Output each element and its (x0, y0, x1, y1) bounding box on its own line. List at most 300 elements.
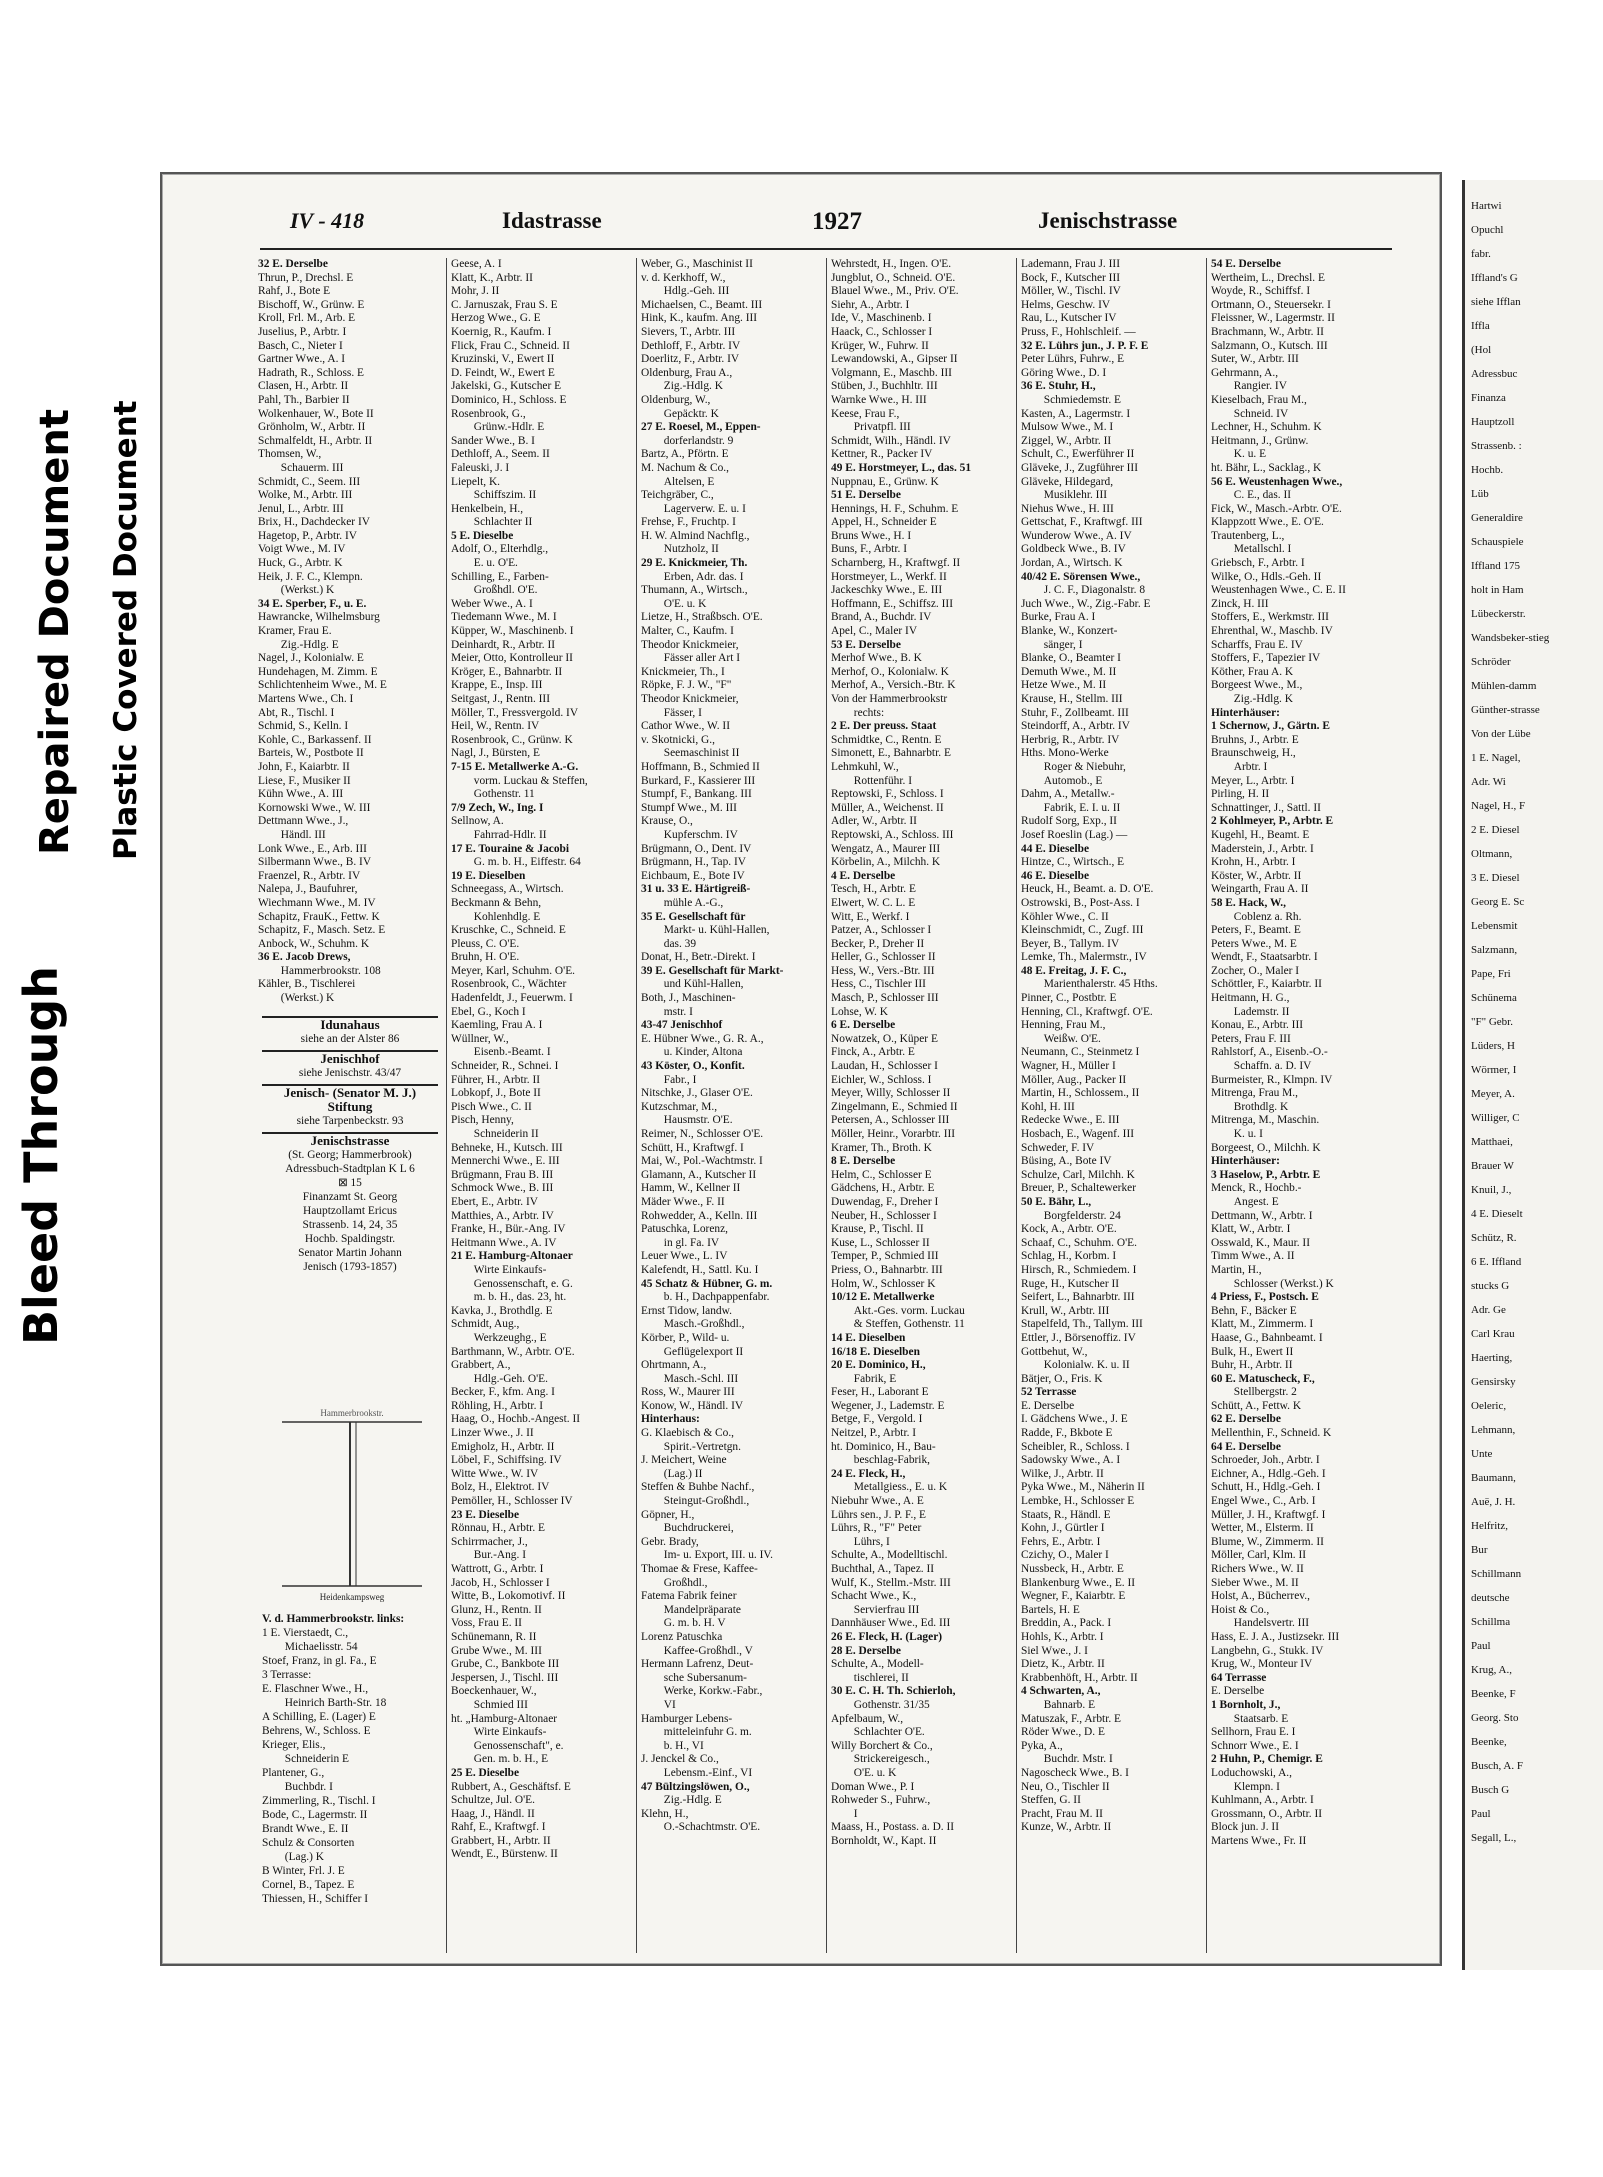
directory-entry: sänger, I (1021, 638, 1083, 651)
idunahaus-entry (262, 1016, 438, 1274)
directory-entry: Großhdl., (641, 1576, 708, 1589)
directory-entry: Braunschweig, H., (1211, 747, 1296, 760)
adjacent-page-text: Schillmann (1471, 1568, 1522, 1580)
directory-entry: Scheibler, R., Schloss. I (1021, 1440, 1130, 1453)
directory-entry: Schweder, F. IV (1021, 1141, 1095, 1154)
directory-entry: 3 Haselow, P., Arbtr. E (1211, 1168, 1321, 1181)
directory-entry: Metallgiess., E. u. K (831, 1481, 948, 1494)
directory-entry: Staatsarb. E (1211, 1712, 1289, 1725)
directory-entry: H. W. Almind Nachflg., (641, 529, 750, 542)
directory-entry: Bätjer, O., Fris. K (1021, 1372, 1103, 1385)
left_boxes.hammer_lines-line: Brandt Wwe., E. II (262, 1823, 349, 1835)
jenischhof-title: Jenischhof (320, 1051, 380, 1066)
directory-entry: 7-15 E. Metallwerke A.-G. (451, 760, 579, 773)
directory-entry: 43 Köster, O., Konfit. (641, 1060, 745, 1073)
directory-entry: Pyka, A., (1021, 1739, 1063, 1752)
directory-entry: (Werkst.) K (258, 992, 335, 1005)
adjacent-page-text: Schünema (1471, 992, 1517, 1004)
directory-entry: Hths. Mono-Werke (1021, 747, 1109, 760)
directory-entry: Jenul, L., Arbtr. III (258, 502, 344, 515)
directory-entry: Gothenstr. 11 (451, 788, 535, 801)
directory-entry: Hundehagen, M. Zimm. E (258, 665, 378, 678)
directory-entry: Klappzott Wwe., E. O'E. (1211, 516, 1324, 529)
directory-entry: Schlag, H., Korbm. I (1021, 1250, 1117, 1263)
directory-entry: (Werkst.) K (258, 584, 335, 597)
directory-entry: Juselius, P., Arbtr. I (258, 325, 347, 338)
directory-entry: Schöttler, F., Kaiarbtr. II (1211, 978, 1322, 991)
directory-entry: VI (641, 1698, 676, 1711)
directory-entry: Lührs, I (831, 1535, 890, 1548)
directory-entry: Woyde, R., Schiffsf. I (1211, 285, 1311, 298)
directory-entry: Zig.-Hdlg. E (641, 1794, 722, 1807)
directory-entry: M. Nachum & Co., (641, 461, 729, 474)
directory-entry: 47 Bültzingslöwen, O., (641, 1780, 750, 1793)
directory-entry: 4 Schwarten, A., (1021, 1685, 1101, 1698)
left_boxes.hammer_lines-line: Stoef, Franz, in gl. Fa., E (262, 1655, 377, 1667)
directory-entry: Markt- u. Kühl-Hallen, (641, 924, 770, 937)
directory-entry: Masch.-Schl. III (641, 1372, 739, 1385)
directory-entry: Gehrmann, A., (1211, 366, 1279, 379)
directory-entry: Schlachter II (451, 516, 533, 529)
directory-entry: 4 E. Derselbe (831, 869, 896, 882)
directory-entry: Keese, Frau F., (831, 407, 900, 420)
directory-entry: Michaelsen, C., Beamt. III (641, 298, 763, 311)
directory-entry: Kleinschmidt, C., Zugf. III (1021, 924, 1144, 937)
directory-entry: 39 E. Gesellschaft für Markt- (641, 964, 784, 977)
directory-entry: Schnorr Wwe., E. I (1211, 1739, 1299, 1752)
adjacent-page-text: Segall, L., (1471, 1832, 1517, 1844)
adjacent-page-text: Knuil, J., (1471, 1184, 1512, 1196)
directory-entry: Möller, Carl, Klm. II (1211, 1549, 1307, 1562)
directory-entry: das. 39 (641, 937, 697, 950)
directory-entry: Buhr, H., Arbtr. II (1211, 1359, 1293, 1372)
directory-entry: Voss, Frau E. II (451, 1617, 522, 1630)
adjacent-page-text: Iffland's G (1471, 272, 1518, 284)
directory-entry: Schlichtenheim Wwe., M. E (258, 679, 387, 692)
directory-entry: Krause, O., (641, 815, 693, 828)
directory-entry: Schiffszim. II (451, 489, 537, 502)
directory-entry: Willy Borchert & Co., (831, 1739, 933, 1752)
left_boxes.street_lines-line: Senator Martin Johann (298, 1247, 402, 1259)
adjacent-page-text: Auë, J. H. (1471, 1496, 1516, 1508)
directory-entry: Stapelfeld, Th., Tallym. III (1021, 1318, 1143, 1331)
directory-entry: Griebsch, F., Arbtr. I (1211, 557, 1305, 570)
directory-entry: 21 E. Hamburg-Altonaer (451, 1250, 573, 1263)
directory-entry: Strickereigesch., (831, 1753, 930, 1766)
directory-entry: Fabr., I (641, 1073, 697, 1086)
directory-entry: Appel, H., Schneider E (831, 516, 937, 529)
directory-entry: 28 E. Derselbe (831, 1644, 901, 1657)
directory-entry: Finck, A., Arbtr. E (831, 1046, 915, 1059)
directory-entry: Hadenfeldt, J., Feuerwm. I (451, 992, 573, 1005)
adjacent-page-text: Meyer, A. (1471, 1088, 1515, 1100)
directory-entry: Bruhns, J., Arbtr. E (1211, 733, 1299, 746)
adjacent-page-text: Wandsbeker-stieg (1471, 632, 1550, 644)
directory-entry: Kornowski Wwe., W. III (258, 801, 371, 814)
directory-entry: Liese, F., Musiker II (258, 774, 351, 787)
directory-entry: 5 E. Dieselbe (451, 529, 514, 542)
directory-entry: Borgeest Wwe., M., (1211, 679, 1303, 692)
left_boxes.hammer_lines-line: Michaelisstr. 54 (262, 1641, 358, 1653)
adjacent-page-text: Hauptzoll (1471, 416, 1515, 428)
directory-column-2 (446, 258, 637, 1953)
adjacent-page-text: Finanza (1471, 392, 1506, 404)
directory-entry: 19 E. Dieselben (451, 869, 526, 882)
directory-entry: Eisenb.-Beamt. I (451, 1046, 551, 1059)
directory-entry: Klehn, H., (641, 1807, 689, 1820)
directory-entry: Röder Wwe., D. E (1021, 1726, 1105, 1739)
directory-entry: Herbrig, R., Arbtr. IV (1021, 733, 1120, 746)
directory-entry: Kruschke, C., Schneid. E (451, 924, 566, 937)
directory-entry: Zingelmann, E., Schmied II (831, 1100, 958, 1113)
directory-entry: Schütt, H., Kraftwgf. I (641, 1141, 744, 1154)
directory-entry: Fahrrad-Hdlr. II (451, 828, 547, 841)
directory-entry: 40/42 E. Sörensen Wwe., (1021, 570, 1141, 583)
directory-entry: Hirsch, R., Schmiedem. I (1021, 1263, 1137, 1276)
directory-entry: E. Hübner Wwe., G. R. A., (641, 1032, 764, 1045)
directory-entry: Gädchens, H., Arbtr. E (831, 1182, 935, 1195)
directory-entry: Mandelpräparate (641, 1603, 741, 1616)
adjacent-page-text: siehe Ifflan (1471, 296, 1521, 308)
directory-entry: 16/18 E. Dieselben (831, 1345, 920, 1358)
directory-entry: Hamburger Lebens- (641, 1712, 733, 1725)
directory-entry: 7/9 Zech, W., Ing. I (451, 801, 544, 814)
directory-entry: Kröger, E., Bahnarbtr. II (451, 665, 563, 678)
adjacent-page-text: Adr. Wi (1471, 776, 1506, 788)
directory-entry: Hagetop, P., Arbtr. IV (258, 529, 358, 542)
directory-entry: Franke, H., Bür.-Ang. IV (451, 1223, 566, 1236)
directory-entry: Simonett, E., Bahnarbtr. E (831, 747, 951, 760)
directory-entry: Akt.-Ges. vorm. Luckau (831, 1304, 965, 1317)
directory-entry: Sievers, T., Arbtr. III (641, 325, 736, 338)
directory-entry: Lademann, Frau J. III (1021, 258, 1121, 270)
directory-entry: Wendt, F., Staatsarbtr. I (1211, 951, 1318, 964)
directory-entry: Hdlg.-Geh. III (641, 285, 730, 298)
directory-entry: Witt, E., Werkf. I (831, 910, 910, 923)
directory-entry: Kupferschm. IV (641, 828, 738, 841)
adjacent-page-text: Gensirsky (1471, 1376, 1516, 1388)
directory-entry: Wegner, F., Kaiarbtr. E (1021, 1590, 1126, 1603)
adjacent-page-text: Helfritz, (1471, 1520, 1508, 1532)
directory-entry: Schneider, R., Schnei. I (451, 1060, 559, 1073)
directory-entry: Zig.-Hdlg. K (1211, 693, 1293, 705)
directory-entry: 44 E. Dieselbe (1021, 842, 1090, 855)
directory-entry: Köster, W., Arbtr. II (1211, 869, 1302, 882)
directory-entry: Schlachter O'E. (831, 1726, 925, 1739)
directory-column-4 (826, 258, 1017, 1953)
directory-entry: m. b. H., das. 23, ht. (451, 1291, 567, 1304)
directory-entry: 17 E. Touraine & Jacobi (451, 842, 570, 855)
directory-entry: 30 E. C. H. Th. Schierloh, (831, 1685, 956, 1698)
directory-entry: Adler, W., Arbtr. II (831, 815, 917, 828)
directory-entry: Duwendag, F., Dreher I (831, 1195, 939, 1208)
directory-entry: Gartner Wwe., A. I (258, 353, 346, 366)
header-rule (260, 248, 1392, 250)
directory-entry: Hinterhäuser: (1211, 706, 1280, 719)
directory-entry: Brand, A., Buchdr. IV (831, 611, 932, 624)
directory-entry: Pleuss, C. O'E. (451, 937, 520, 950)
directory-entry: Dominico, H., Schloss. E (451, 393, 567, 406)
directory-column-5 (1016, 258, 1207, 1953)
directory-entry: Seemaschinist II (641, 747, 740, 760)
directory-entry: Glunz, H., Rentn. II (451, 1603, 542, 1616)
directory-entry: Eichner, A., Hdlg.-Geh. I (1211, 1467, 1326, 1480)
directory-entry: Göpner, H., (641, 1508, 695, 1521)
left_boxes.hammer_lines-line: Krieger, Elis., (262, 1739, 326, 1751)
directory-entry: Ernst Tidow, landw. (641, 1304, 732, 1317)
directory-entry: J. Jenckel & Co., (641, 1753, 719, 1766)
directory-entry: Möller, Heinr., Vorarbtr. III (831, 1128, 956, 1140)
left_boxes.hammer_lines-line: 1 E. Vierstaedt, C., (262, 1627, 349, 1639)
directory-entry: Fatema Fabrik feiner (641, 1590, 737, 1603)
directory-entry: Schmied III (451, 1698, 528, 1711)
directory-entry: Eichbaum, E., Bote IV (641, 869, 745, 882)
directory-column-6 (1206, 258, 1397, 1953)
directory-entry: 36 E. Jacob Drews, (258, 951, 351, 964)
directory-entry: Krappe, E., Insp. III (451, 679, 543, 692)
directory-entry: Kramer, Frau E. (258, 625, 332, 638)
scanned-page (160, 172, 1442, 1966)
adjacent-page-text: Schröder (1471, 656, 1511, 668)
directory-entry: Lobkopf, J., Bote II (451, 1087, 541, 1100)
directory-entry: Nagel, J., Kolonialw. E (258, 652, 364, 665)
directory-entry: Jakelski, G., Kutscher E (451, 380, 562, 393)
directory-entry: C. E., das. II (1211, 489, 1292, 502)
directory-entry: Both, J., Maschinen- (641, 992, 736, 1005)
directory-entry: Abt, R., Tischl. I (258, 706, 335, 719)
directory-entry: Hawrancke, Wilhelmsburg (258, 611, 380, 624)
directory-entry: 64 E. Derselbe (1211, 1440, 1281, 1453)
directory-entry: Merhof, O., Kolonialw. K (831, 665, 949, 678)
directory-entry: Krüger, W., Fuhrw. II (831, 339, 929, 352)
directory-entry: 48 E. Freitag, J. F. C., (1021, 964, 1127, 977)
hammerbrook-title: V. d. Hammerbrookstr. links: (262, 1613, 405, 1625)
directory-entry: Becker, P., Dreher II (831, 937, 925, 950)
directory-entry: Masch, P., Schlosser III (831, 992, 939, 1005)
directory-entry: Hdlg.-Geh. O'E. (451, 1372, 548, 1385)
directory-entry: Konow, W., Händl. IV (641, 1399, 744, 1412)
adjacent-page-text: Lüb (1471, 488, 1489, 500)
directory-entry: Hess, W., Vers.-Btr. III (831, 964, 935, 977)
directory-entry: Trautenberg, L., (1211, 529, 1285, 542)
directory-entry: Kock, A., Arbtr. O'E. (1021, 1223, 1117, 1236)
directory-entry: Blume, W., Zimmerm. II (1211, 1535, 1324, 1548)
directory-entry: Lewandowski, A., Gipser II (831, 353, 958, 366)
directory-entry: Salzmann, O., Kutsch. III (1211, 339, 1328, 352)
directory-entry: Klatt, M., Zimmerm. I (1211, 1318, 1314, 1331)
directory-entry: 26 E. Fleck, H. (Lager) (831, 1630, 943, 1643)
directory-entry: Borgfelderstr. 24 (1021, 1209, 1121, 1222)
adjacent-page-text: Busch G (1471, 1784, 1510, 1796)
directory-entry: Kettner, R., Packer IV (831, 448, 933, 461)
directory-entry: Huck, G., Arbtr. K (258, 557, 343, 570)
directory-entry: Henkelbein, H., (451, 502, 524, 515)
directory-entry: Gläveke, Hildegard, (1021, 475, 1114, 488)
directory-entry: Grönholm, W., Arbtr. II (258, 421, 366, 434)
directory-entry: Büsing, A., Bote IV (1021, 1155, 1112, 1168)
directory-entry: Wunderow Wwe., A. IV (1021, 529, 1132, 542)
adjacent-page-text: Georg. Sto (1471, 1712, 1519, 1724)
directory-entry: Rönnau, H., Arbtr. E (451, 1522, 545, 1535)
directory-entry: Matthies, A., Arbtr. IV (451, 1209, 554, 1222)
directory-entry: Hermann Lafrenz, Deut- (641, 1658, 754, 1671)
left_boxes.hammer_lines-line: 3 Terrasse: (262, 1669, 312, 1681)
directory-entry: ht. Dominico, H., Bau- (831, 1440, 936, 1453)
directory-entry: Bartz, A., Pförtn. E (641, 448, 729, 461)
directory-entry: Mohr, J. II (451, 285, 500, 298)
directory-entry: Wulf, K., Stellm.-Mstr. III (831, 1576, 951, 1589)
directory-entry: Stoffers, F., Tapezier IV (1211, 652, 1321, 665)
stiftung-ref: siehe Tarpenbeckstr. 93 (296, 1115, 404, 1127)
directory-entry: Pyka Wwe., M., Näherin II (1021, 1481, 1145, 1494)
directory-entry: Suter, W., Arbtr. III (1211, 353, 1299, 366)
directory-entry: Wegener, J., Lademstr. E (831, 1399, 945, 1412)
adjacent-page-text: Haerting, (1471, 1352, 1513, 1364)
left_boxes.hammer_lines-line: Heinrich Barth-Str. 18 (262, 1697, 387, 1709)
directory-entry: Schutt, H., Hdlg.-Geh. I (1211, 1481, 1321, 1494)
adjacent-page-text: deutsche (1471, 1592, 1510, 1604)
directory-entry: Breuer, P., Schaltewerker (1021, 1182, 1136, 1195)
adjacent-page-text: Paul (1471, 1640, 1491, 1652)
directory-entry: Maderstein, J., Arbtr. I (1211, 842, 1314, 855)
adjacent-page-text: Beenke, F (1471, 1688, 1516, 1700)
directory-entry: 49 E. Horstmeyer, L., das. 51 (831, 461, 972, 474)
jenischhof-ref: siehe Jenischstr. 43/47 (298, 1067, 402, 1079)
directory-entry: beschlag-Fabrik, (831, 1454, 931, 1467)
directory-entry: Neuber, H., Schlosser I (831, 1209, 937, 1222)
directory-entry: Sellhorn, Frau E. I (1211, 1726, 1296, 1739)
directory-entry: Möller, Aug., Packer II (1021, 1073, 1127, 1086)
directory-entry: Demuth Wwe., M. II (1021, 665, 1117, 678)
directory-entry: Krabbenhöft, H., Arbtr. II (1021, 1671, 1138, 1684)
directory-entry: Stumpf, F., Bankang. III (641, 788, 752, 801)
directory-entry: Schneiderin II (451, 1128, 539, 1140)
directory-entry: Fraenzel, R., Arbtr. IV (258, 869, 361, 882)
directory-entry: Tesch, H., Arbtr. E (831, 883, 916, 896)
left_boxes.hammer_lines-line: E. Flaschner Wwe., H., (262, 1683, 369, 1695)
directory-entry: Helms, Geschw. IV (1021, 298, 1111, 311)
directory-entry: Geflügelexport II (641, 1345, 744, 1358)
directory-entry: Brügmann, Frau B. III (451, 1168, 554, 1181)
left_boxes.hammer_lines-line: Schulz & Consorten (262, 1837, 355, 1849)
left_boxes.street_lines-line: Hauptzollamt Ericus (303, 1205, 397, 1217)
directory-entry: Goldbeck Wwe., B. IV (1021, 543, 1126, 556)
directory-entry: Müller, J. H., Kraftwgf. I (1211, 1508, 1326, 1521)
directory-entry: Rau, L., Kutscher IV (1021, 312, 1117, 325)
adjacent-page-text: Krug, A., (1471, 1664, 1512, 1676)
directory-entry: Fabrik, E (831, 1372, 897, 1385)
directory-entry: Wilke, O., Hdls.-Geh. II (1211, 570, 1322, 583)
directory-entry: Pruss, F., Hohlschleif. — (1021, 325, 1136, 338)
directory-entry: Kähler, B., Tischlerei (258, 978, 356, 991)
directory-entry: Weißw. O'E. (1021, 1032, 1101, 1045)
directory-entry: Werke, Korkw.-Fabr., (641, 1685, 763, 1698)
directory-entry: 32 E. Lührs jun., J. P. F. E (1021, 339, 1149, 352)
directory-entry: Kugehl, H., Beamt. E (1211, 828, 1310, 841)
directory-entry: Pracht, Frau M. II (1021, 1807, 1103, 1820)
directory-entry: Hass, E. J. A., Justizsekr. III (1211, 1630, 1340, 1643)
directory-entry: Heitmann Wwe., A. IV (451, 1236, 557, 1249)
directory-entry: Rohweder S., Fuhrw., (831, 1794, 931, 1807)
directory-entry: Schultze, Jul. O'E. (451, 1794, 535, 1807)
adjacent-page-text: Adressbuc (1471, 368, 1518, 380)
directory-entry: 43-47 Jenischhof (641, 1019, 723, 1032)
directory-entry: Heitmann, H. G., (1211, 992, 1290, 1005)
directory-entry: Servierfrau III (831, 1603, 920, 1616)
directory-entry: Gottbehut, W., (1021, 1345, 1088, 1358)
directory-entry: Privatpfl. III (831, 421, 911, 434)
adjacent-page-text: Schillma (1471, 1616, 1511, 1628)
directory-entry: Jungblut, O., Schneid. O'E. (831, 271, 956, 284)
directory-entry: Wüllner, W., (451, 1032, 509, 1045)
directory-entry: Ortmann, O., Steuersekr. I (1211, 298, 1331, 311)
directory-entry: Schlosser (Werkst.) K (1211, 1277, 1334, 1290)
left_boxes.street_lines-line: ⊠ 15 (338, 1177, 362, 1189)
directory-entry: Gebr. Brady, (641, 1535, 699, 1548)
directory-entry: Köhler Wwe., C. II (1021, 910, 1109, 923)
directory-entry: Hoffmann, B., Schmied II (641, 760, 760, 773)
directory-entry: Brix, H., Dachdecker IV (258, 516, 370, 529)
directory-entry: Priess, O., Bahnarbtr. III (831, 1263, 943, 1276)
directory-entry: G. Klaebisch & Co., (641, 1427, 735, 1440)
directory-entry: Voigt Wwe., M. IV (258, 543, 346, 556)
adjacent-page-text: Opuchl (1471, 224, 1504, 236)
directory-entry: J. Meichert, Weine (641, 1454, 727, 1467)
adjacent-page-text: Strassenb. : (1471, 440, 1522, 452)
left_boxes.hammer_lines-line: (Lag.) K (262, 1851, 324, 1863)
directory-entry: Steingut-Großhdl., (641, 1495, 750, 1508)
directory-entry: G. m. b. H., Eiffestr. 64 (451, 856, 581, 869)
directory-entry: Kalefendt, H., Sattl. Ku. I (641, 1263, 759, 1276)
directory-entry: Lademstr. II (1211, 1005, 1290, 1018)
directory-entry: Fleissner, W., Lagermstr. II (1211, 312, 1335, 325)
directory-entry: Bornholdt, W., Kapt. II (831, 1834, 937, 1847)
directory-entry: Kohn, J., Gürtler I (1021, 1522, 1105, 1535)
directory-entry: Rohwedder, A., Kelln. III (641, 1209, 758, 1222)
directory-entry: Dietz, K., Arbtr. II (1021, 1658, 1105, 1671)
left_boxes.hammer_lines-line: Schneiderin E (262, 1753, 349, 1765)
directory-entry: Kolonialw. K. u. II (1021, 1359, 1130, 1372)
directory-entry: Langbehn, G., Stukk. IV (1211, 1644, 1324, 1657)
directory-entry: Kunze, W., Arbtr. II (1021, 1821, 1112, 1834)
directory-entry: O.-Schachtmstr. O'E. (641, 1821, 761, 1834)
left_boxes.street_lines-line: Strassenb. 14, 24, 35 (302, 1219, 398, 1231)
directory-entry: Holst, A., Bücherrev., (1211, 1590, 1310, 1603)
directory-entry: Hoist & Co., (1211, 1603, 1270, 1616)
adjacent-page-text: stucks G (1471, 1280, 1510, 1292)
directory-entry: Köther, Frau A. K (1211, 665, 1294, 678)
directory-entry: Beckmann & Behn, (451, 896, 542, 909)
directory-entry: Handelsvertr. III (1211, 1617, 1310, 1630)
directory-entry: Rahf, E., Kraftwgf. I (451, 1821, 546, 1834)
directory-entry: I. Gädchens Wwe., J. E (1021, 1413, 1128, 1426)
directory-entry: Grube, C., Bankbote III (451, 1658, 560, 1671)
directory-entry: Schacht Wwe., K., (831, 1590, 917, 1603)
directory-entry: Thomae & Frese, Kaffee- (641, 1563, 758, 1575)
directory-entry: Thrun, P., Drechsl. E (258, 271, 354, 284)
adjacent-page-text: Hartwi (1471, 200, 1502, 212)
directory-entry: Masch.-Großhdl., (641, 1318, 745, 1331)
directory-entry: Mennerchi Wwe., E. III (451, 1155, 560, 1168)
directory-entry: Patzer, A., Schlosser I (831, 924, 932, 937)
directory-entry: Sadowsky Wwe., A. I (1021, 1454, 1121, 1467)
directory-entry: 64 Terrasse (1211, 1671, 1267, 1684)
directory-entry: Schmidt, Aug., (451, 1318, 520, 1331)
directory-entry: Wattrott, G., Arbtr. I (451, 1563, 544, 1575)
directory-entry: Im- u. Export, III. u. IV. (641, 1549, 774, 1562)
directory-entry: Pisch Wwe., C. II (451, 1100, 532, 1113)
directory-entry: Josef Roeslin (Lag.) — (1021, 828, 1128, 841)
